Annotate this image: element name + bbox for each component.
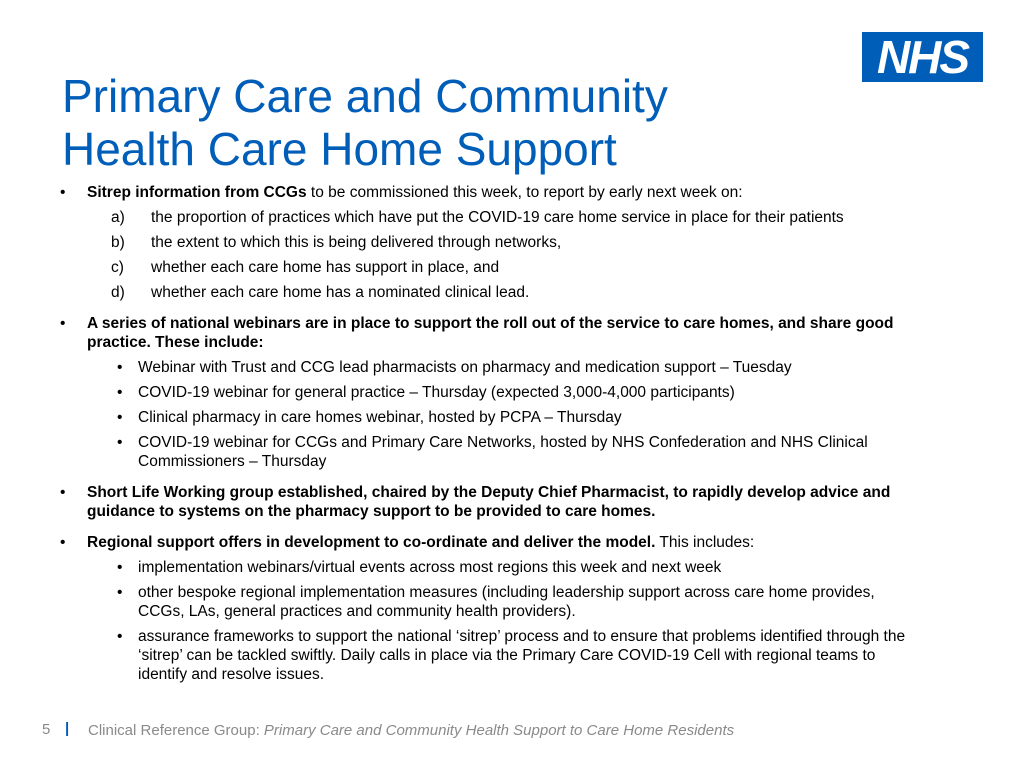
footer-separator: | (65, 720, 70, 737)
list-item-text: implementation webinars/virtual events across most regions this week and next week (138, 559, 722, 576)
list-item (60, 583, 920, 621)
list-item-text: whether each care home has a nominated clinical lead. (151, 284, 530, 301)
list-marker: c) (111, 259, 124, 276)
sub-bullet-marker: • (117, 434, 123, 451)
regional-heading: Regional support offers in development to co-ordinate and deliver the model. (87, 534, 656, 551)
list-item-text: Clinical pharmacy in care homes webinar, hosted by PCPA – Thursday (138, 409, 622, 426)
list-item (60, 258, 920, 277)
bullet-regional-support (60, 533, 920, 552)
list-item (60, 408, 920, 427)
sub-bullet-marker: • (117, 409, 123, 426)
list-marker: b) (111, 234, 125, 251)
list-item-text: the extent to which this is being delivered through networks, (151, 234, 562, 251)
list-item (60, 627, 920, 684)
list-item-text: COVID-19 webinar for CCGs and Primary Care Networks, hosted by NHS Confederation and NHS Clinical Commissioners – Thursday (138, 434, 868, 470)
sub-bullet-marker: • (117, 384, 123, 401)
bullet-marker: • (60, 184, 66, 201)
footer-text (88, 722, 734, 739)
bullet-marker: • (60, 484, 66, 501)
sitrep-heading: Sitrep information from CCGs (87, 184, 307, 201)
list-marker: d) (111, 284, 125, 301)
list-item-text: other bespoke regional implementation measures (including leadership support across care home provides, CCGs, LAs, general practices and community health providers). (138, 584, 875, 620)
footer-label: Clinical Reference Group: (88, 722, 264, 739)
sub-bullet-marker: • (117, 628, 123, 645)
list-item-text: COVID-19 webinar for general practice – Thursday (expected 3,000-4,000 participants) (138, 384, 735, 401)
title-line-1: Primary Care and Community (62, 70, 668, 122)
bullet-sitrep (60, 183, 920, 202)
list-item-text: whether each care home has support in place, and (151, 259, 500, 276)
bullet-marker: • (60, 315, 66, 332)
bullet-working-group (60, 483, 920, 521)
list-item (60, 358, 920, 377)
page-title (62, 70, 822, 176)
sub-bullet-marker: • (117, 559, 123, 576)
regional-text: This includes: (655, 534, 755, 551)
sitrep-text: to be commissioned this week, to report by early next week on: (306, 184, 743, 201)
list-marker: a) (111, 209, 125, 226)
sub-bullet-marker: • (117, 359, 123, 376)
list-item (60, 383, 920, 402)
list-item (60, 433, 920, 471)
nhs-logo: NHS (862, 32, 983, 82)
footer-italic-title: Primary Care and Community Health Support to Care Home Residents (263, 722, 735, 739)
title-line-2: Health Care Home Support (62, 123, 617, 175)
webinars-heading: A series of national webinars are in place to support the roll out of the service to care homes, and share good practice. These include: (87, 315, 894, 351)
bullet-marker: • (60, 534, 66, 551)
list-item (60, 283, 920, 302)
list-item-text: Webinar with Trust and CCG lead pharmacists on pharmacy and medication support – Tuesday (138, 359, 792, 376)
page-number: 5 (42, 721, 51, 738)
list-item (60, 233, 920, 252)
sub-bullet-marker: • (117, 584, 123, 601)
list-item-text: the proportion of practices which have put the COVID-19 care home service in place for their patients (151, 209, 844, 226)
slide-content (60, 183, 920, 684)
list-item (60, 558, 920, 577)
working-group-text: Short Life Working group established, chaired by the Deputy Chief Pharmacist, to rapidly develop advice and guidance to systems on the pharmacy support to be provided to care homes. (87, 484, 891, 520)
list-item (60, 208, 920, 227)
bullet-webinars (60, 314, 920, 352)
list-item-text: assurance frameworks to support the national ‘sitrep’ process and to ensure that problems identified through the ‘sitrep’ can be tackled swiftly. Daily calls in place via the Primary Care COVID-19 Cell with regional teams to identify and resolve issues. (138, 628, 906, 683)
